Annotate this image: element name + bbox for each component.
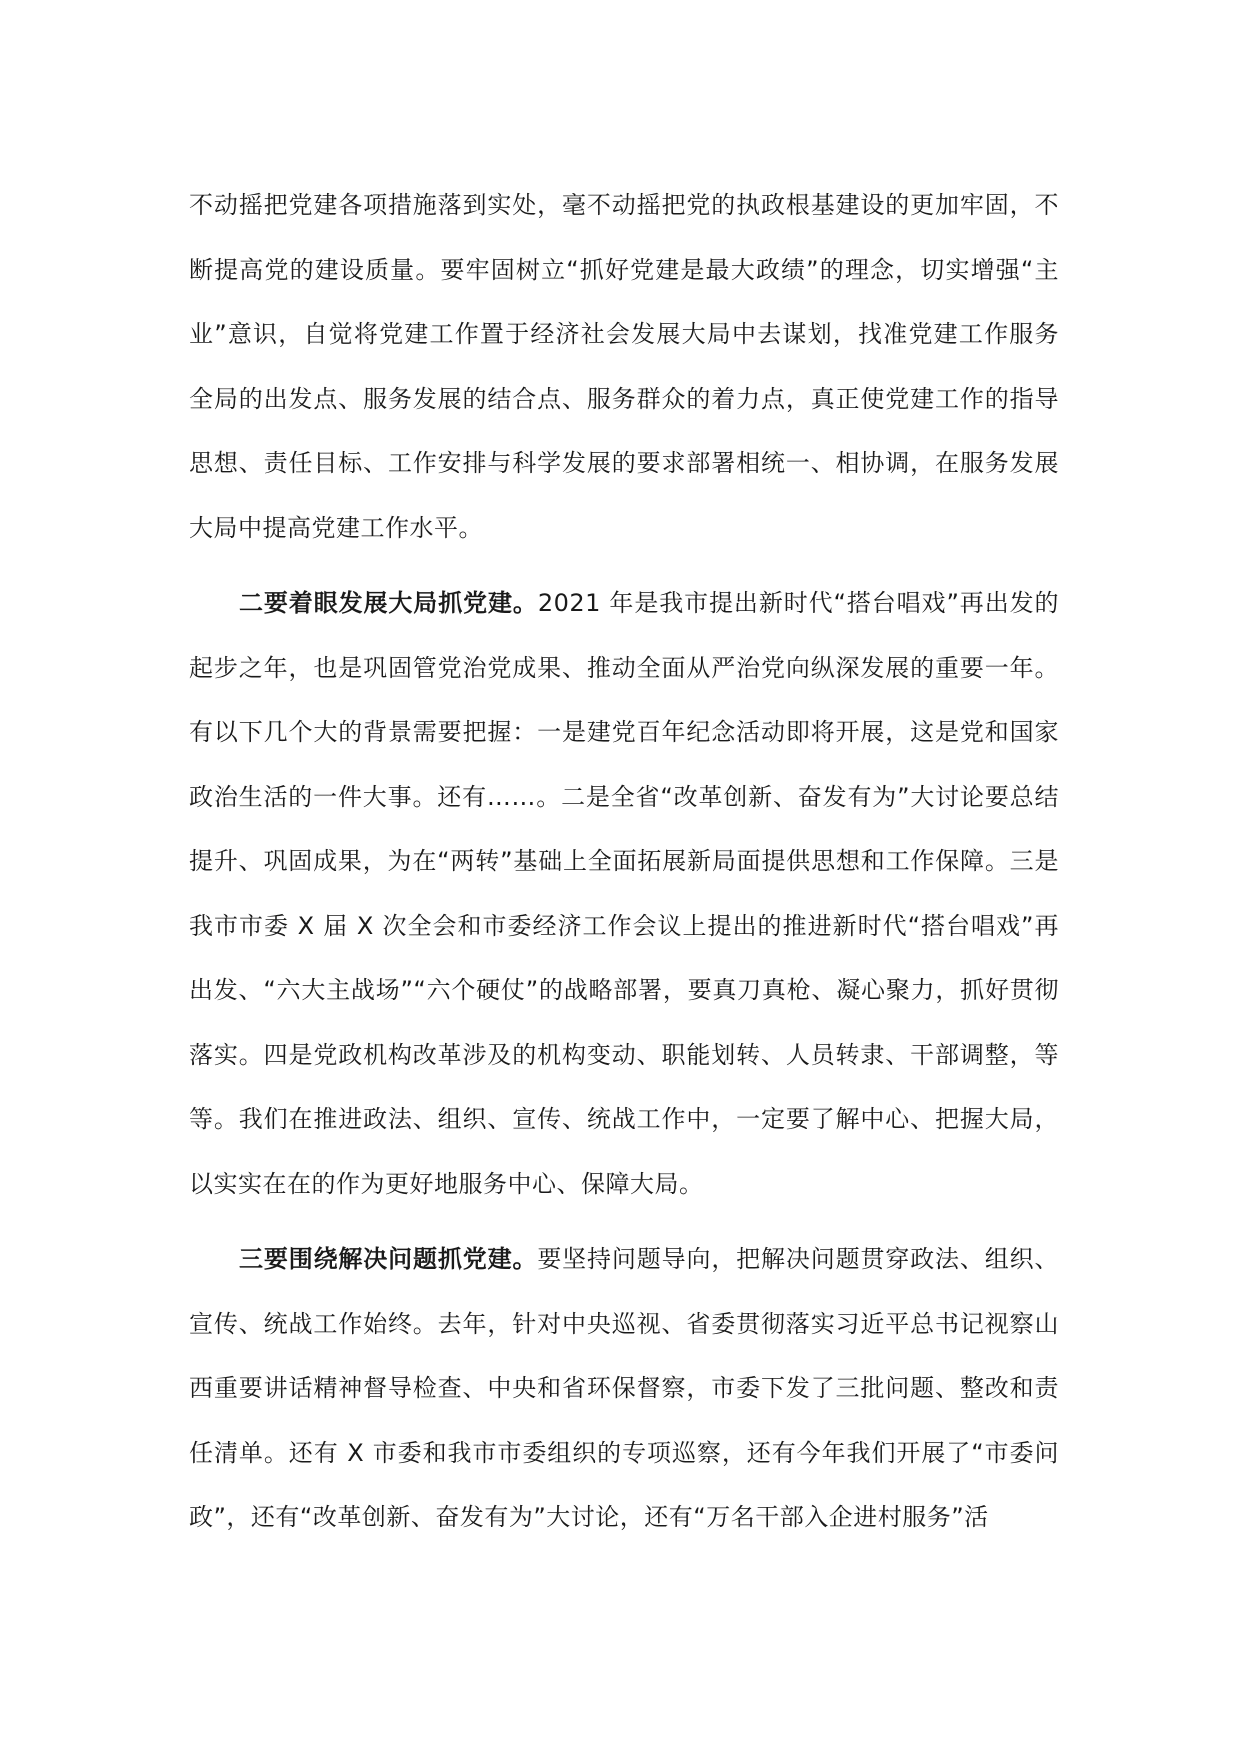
paragraph-1-text: 不动摇把党建各项措施落到实处，毫不动摇把党的执政根基建设的更加牢固，不断提高党的建设质量。要牢固树立“抓好党建是最大政绩”的理念，切实增强“主业”意识，自觉将党建工作置于经济社会发展大局中去谋划，找准党建工作服务全局的出发点、服务发展的结合点、服务群众的着力点，真正使党建工作的指导思想、责任目标、工作安排与科学发展的要求部署相统一、相协调，在服务发展大局中提高党建工作水平。 bbox=[189, 191, 1059, 542]
paragraph-2-lead: 二要着眼发展大局抓党建。 bbox=[239, 589, 538, 617]
paragraph-3-text: 要坚持问题导向，把解决问题贯穿政法、组织、宣传、统战工作始终。去年，针对中央巡视、省委贯彻落实习近平总书记视察山西重要讲话精神督导检查、中央和省环保督察，市委下发了三批问题、整改和责任清单。还有 X 市委和我市市委组织的专项巡察，还有今年我们开展了“市委问政”，还有“改革创新、奋发有为”大讨论，还有“万名干部入企进村服务”活 bbox=[189, 1245, 1059, 1531]
paragraph-3 bbox=[189, 1227, 1059, 1550]
paragraph-2-text: 2021 年是我市提出新时代“搭台唱戏”再出发的起步之年，也是巩固管党治党成果、推动全面从严治党向纵深发展的重要一年。有以下几个大的背景需要把握：一是建党百年纪念活动即将开展，这是党和国家政治生活的一件大事。还有……。二是全省“改革创新、奋发有为”大讨论要总结提升、巩固成果，为在“两转”基础上全面拓展新局面提供思想和工作保障。三是我市市委 X 届 X 次全会和市委经济工作会议上提出的推进新时代“搭台唱戏”再出发、“六大主战场”“六个硬仗”的战略部署，要真刀真枪、凝心聚力，抓好贯彻落实。四是党政机构改革涉及的机构变动、职能划转、人员转隶、干部调整，等等。我们在推进政法、组织、宣传、统战工作中，一定要了解中心、把握大局，以实实在在的作为更好地服务中心、保障大局。 bbox=[189, 589, 1059, 1198]
paragraph-3-lead: 三要围绕解决问题抓党建。 bbox=[239, 1245, 538, 1273]
document-body bbox=[189, 173, 1059, 1550]
paragraph-1 bbox=[189, 173, 1059, 560]
paragraph-2 bbox=[189, 571, 1059, 1216]
